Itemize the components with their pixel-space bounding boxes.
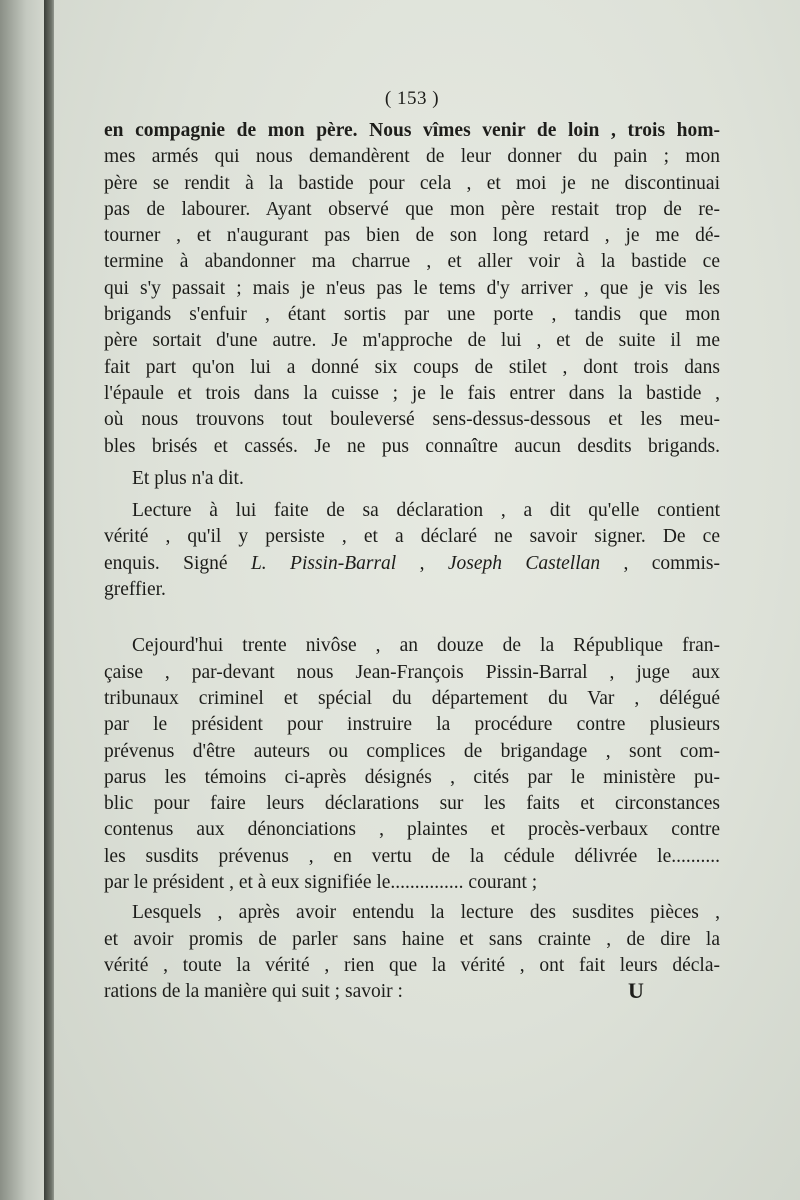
paragraph-reading (104, 498, 720, 603)
text-line: Cejourd'hui trente nivôse , an douze de la République fran- (132, 635, 720, 657)
signature-mark: U (628, 978, 644, 1003)
text-line: père se rendit à la bastide pour cela , et moi je ne discontinuai (104, 172, 720, 194)
signatory-name: Joseph Castellan (447, 552, 601, 574)
text-line: par le président pour instruire la procédure contre plusieurs (104, 714, 720, 736)
text-line: vérité , qu'il y persiste , et a déclaré ne savoir signer. De ce (104, 526, 720, 548)
text-line: fait part qu'on lui a donné six coups de stilet , dont trois dans (104, 356, 720, 378)
text-line: tribunaux criminel et spécial du département du Var , délégué (104, 687, 720, 709)
text-line: prévenus d'être auteurs ou complices de brigandage , sont com- (104, 740, 720, 762)
text-line: contenus aux dénonciations , plaintes et procès-verbaux contre (104, 819, 720, 841)
text-line: Lesquels , après avoir entendu la lecture des susdites pièces , (132, 902, 720, 924)
paragraph-closing (104, 466, 720, 492)
text-line: l'épaule et trois dans la cuisse ; je le fais entrer dans la bastide , (104, 382, 720, 404)
text-line: parus les témoins ci-après désignés , cités par le ministère pu- (104, 766, 720, 788)
text-line: pas de labourer. Ayant observé que mon père restait trop de re- (104, 198, 720, 220)
signatory-name: L. Pissin-Barral (250, 552, 397, 574)
text-line: les susdits prévenus , en vertu de la cédule délivrée le.......... (104, 845, 720, 867)
text-line: mes armés qui nous demandèrent de leur donner du pain ; mon (104, 146, 720, 168)
paragraph-testimony (104, 118, 720, 460)
text-line: blic pour faire leurs déclarations sur les faits et circonstances (104, 793, 720, 815)
text-line: greffier. (104, 579, 166, 601)
signed-label: enquis. Signé (104, 552, 251, 574)
separator: , (396, 552, 448, 574)
text-line: Lecture à lui faite de sa déclaration , a dit qu'elle contient (132, 500, 720, 522)
signature-tail: , commis- (600, 552, 720, 574)
text-line: tourner , et n'augurant pas bien de son long retard , je me dé- (104, 225, 720, 247)
left-page-edge (0, 0, 48, 1200)
text-line: bles brisés et cassés. Je ne pus connaître aucun desdits brigands. (104, 435, 720, 457)
text-line: brigands s'enfuir , étant sortis par une porte , tandis que mon (104, 304, 720, 326)
text-line: en compagnie de mon père. Nous vîmes venir de loin , trois hom- (104, 120, 720, 141)
page-number: ( 153 ) (384, 88, 440, 109)
text-line: Et plus n'a dit. (132, 467, 244, 489)
text-line: et avoir promis de parler sans haine et sans crainte , de dire la (104, 928, 720, 950)
text-line: rations de la manière qui suit ; savoir : (104, 981, 403, 1003)
text-line: vérité , toute la vérité , rien que la vérité , ont fait leurs décla- (104, 954, 720, 976)
text-line: où nous trouvons tout bouleversé sens-dessus-dessous et les meu- (104, 409, 720, 431)
signature-line (104, 551, 720, 577)
text-line: père sortait d'une autre. Je m'approche de lui , et de suite il me (104, 330, 720, 352)
text-line: termine à abandonner ma charrue , et aller voir à la bastide ce (104, 251, 720, 273)
paragraph-session (104, 633, 720, 896)
page-text (104, 88, 720, 1006)
text-line: çaise , par-devant nous Jean-François Pissin-Barral , juge aux (104, 661, 720, 683)
text-line: par le président , et à eux signifiée le............... courant ; (104, 872, 538, 894)
text-line: qui s'y passait ; mais je n'eus pas le tems d'y arriver , que je vis les (104, 277, 720, 299)
